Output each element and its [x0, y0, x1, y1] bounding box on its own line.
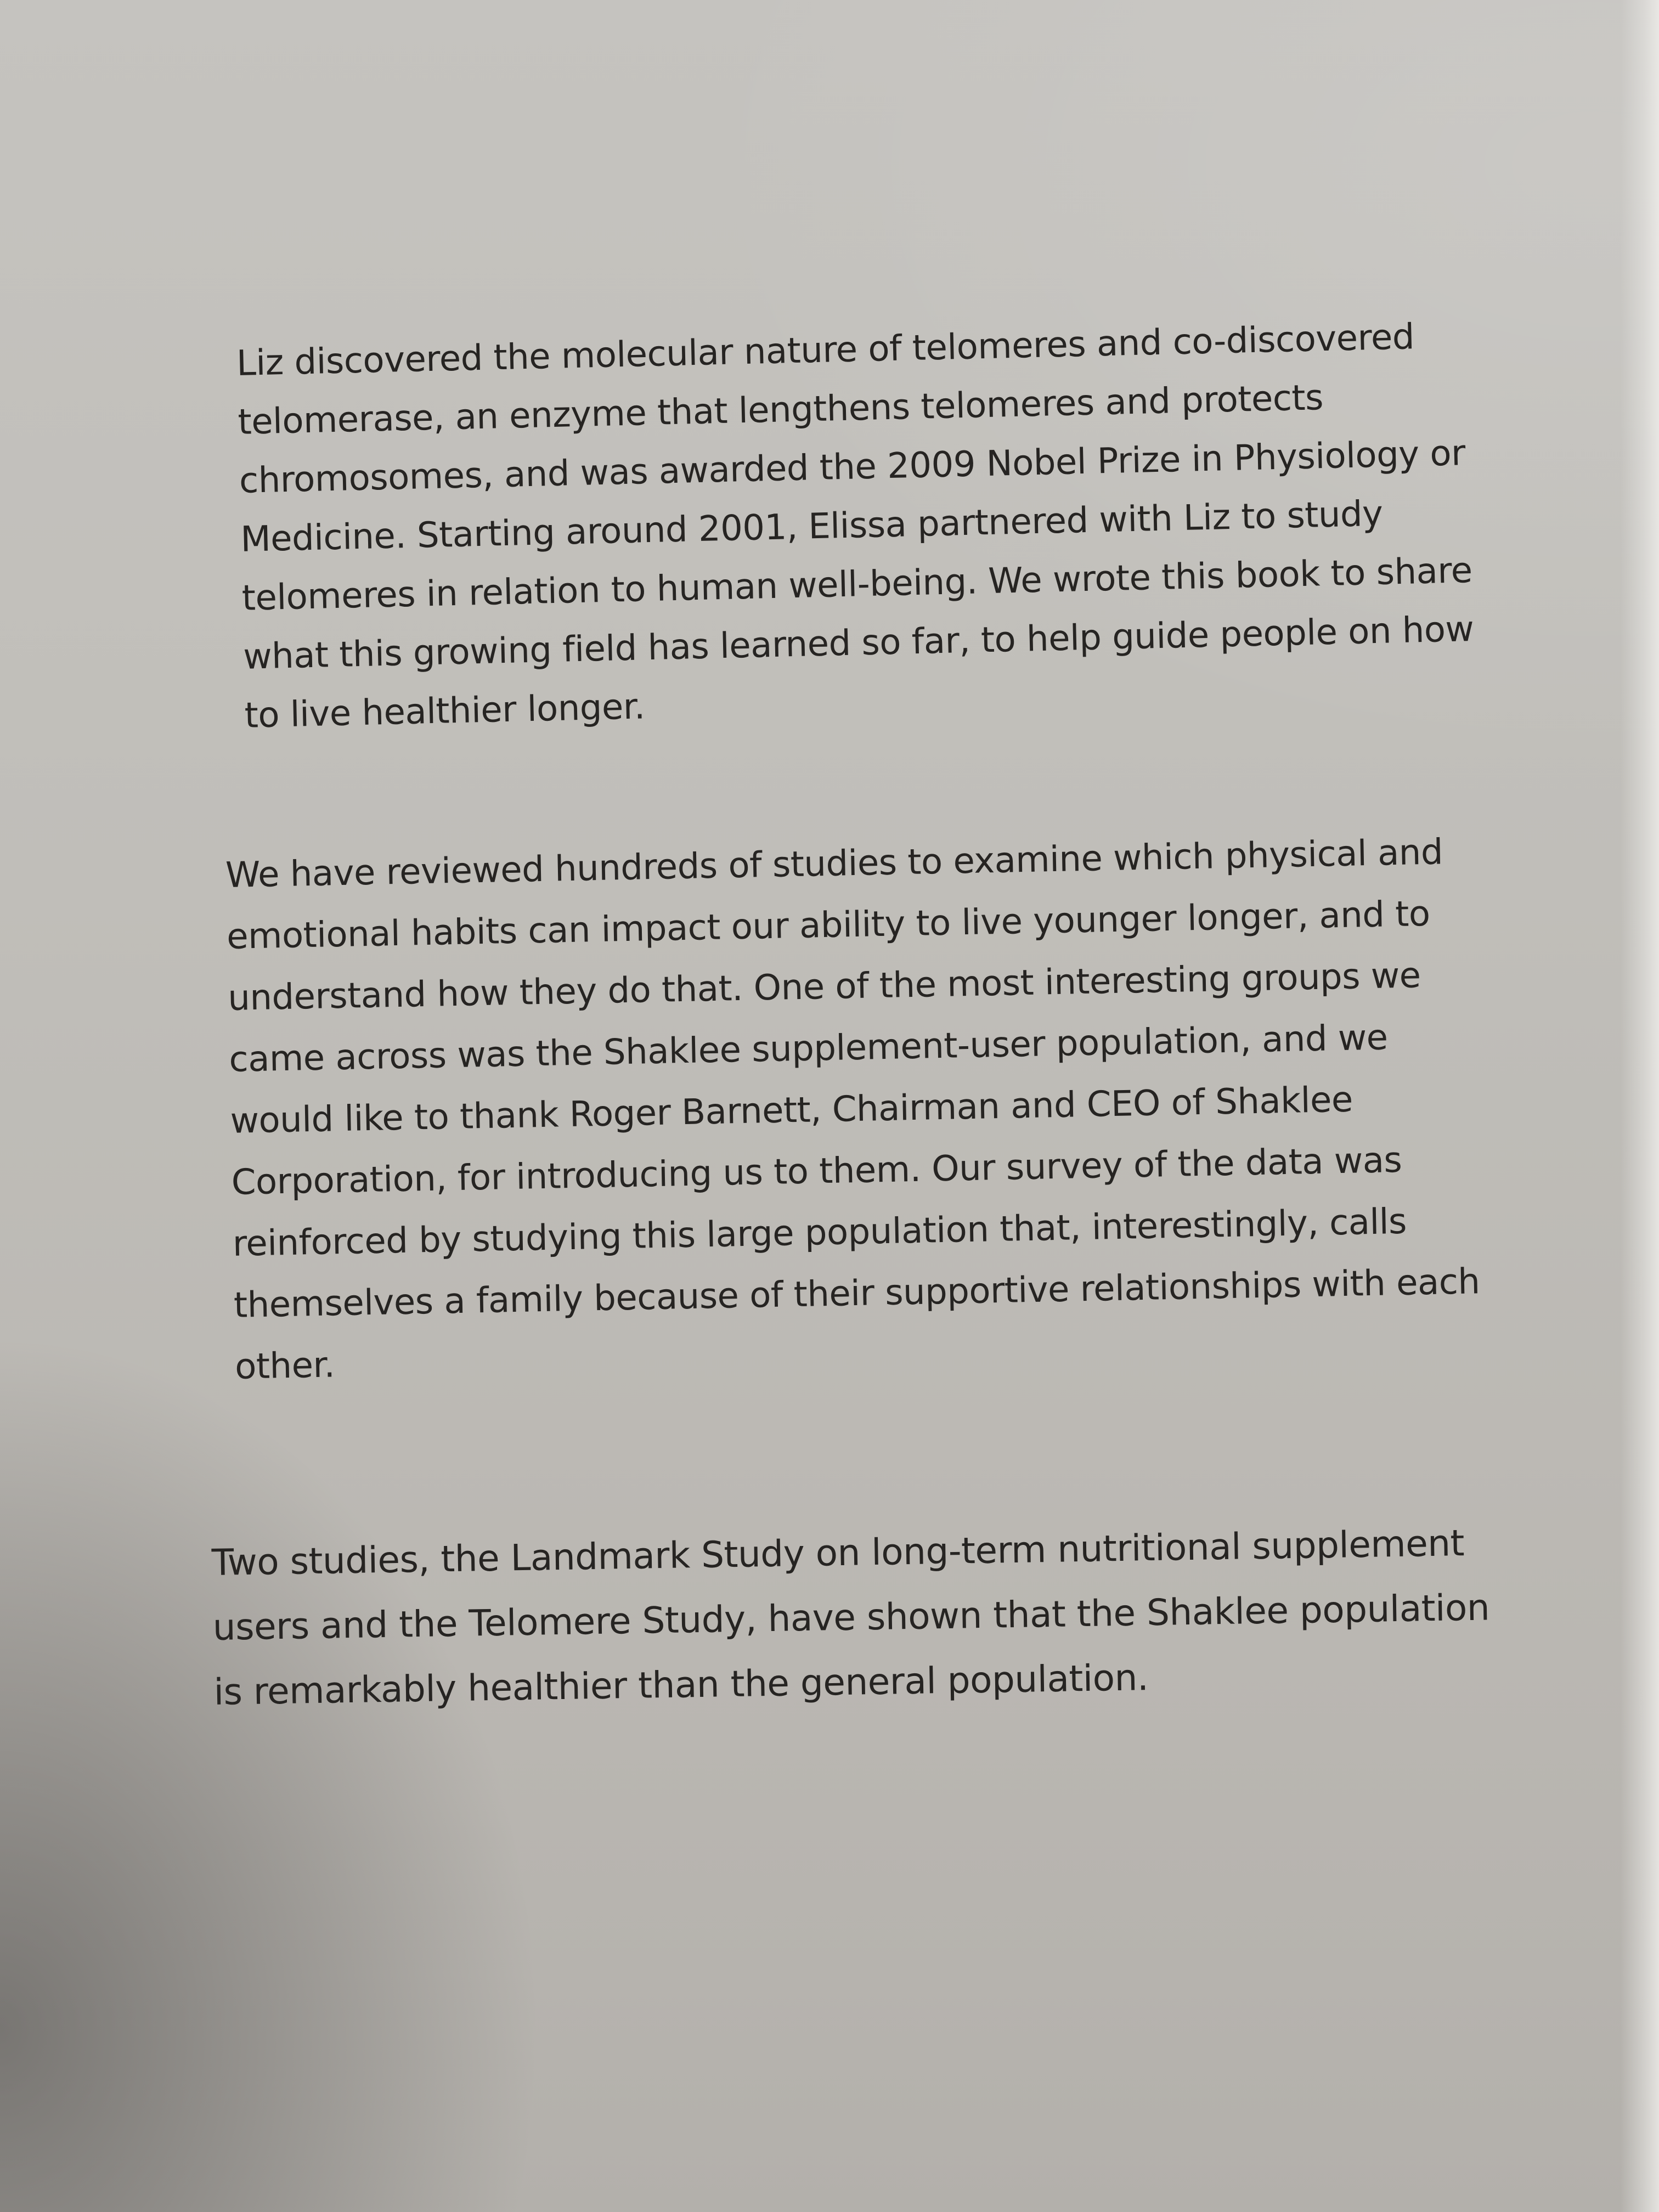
paragraph-line: We have reviewed hundreds of studies to examine which physical and: [225, 832, 1443, 896]
paragraph-line: telomerase, an enzyme that lengthens telomeres and protects: [237, 377, 1324, 443]
paragraph-line: understand how they do that. One of the most interesting groups we: [227, 955, 1421, 1019]
paragraph-line: users and the Telomere Study, have shown that the Shaklee population: [212, 1586, 1490, 1649]
paragraph-line: would like to thank Roger Barnett, Chairman and CEO of Shaklee: [229, 1079, 1353, 1142]
paragraph-line: Two studies, the Landmark Study on long-term nutritional supplement: [211, 1522, 1465, 1584]
paragraph-line: chromosomes, and was awarded the 2009 Nobel Prize in Physiology or: [239, 433, 1466, 501]
paragraph-line: Medicine. Starting around 2001, Elissa partnered with Liz to study: [240, 493, 1384, 560]
paragraph-line: other.: [234, 1345, 335, 1387]
paragraph-line: telomeres in relation to human well-being. We wrote this book to share: [241, 550, 1473, 619]
page-edge: [1621, 0, 1659, 2212]
paragraph-line: is remarkably healthier than the general population.: [213, 1656, 1149, 1713]
paragraph-line: reinforced by studying this large population that, interestingly, calls: [232, 1201, 1407, 1265]
paragraph-line: themselves a family because of their supportive relationships with each: [233, 1261, 1481, 1326]
paragraph-line: Liz discovered the molecular nature of telomeres and co-discovered: [236, 317, 1415, 384]
paragraph-1: [236, 307, 1476, 746]
paragraph-3: [211, 1510, 1491, 1725]
paragraph-2: [225, 821, 1482, 1397]
paragraph-line: emotional habits can impact our ability to live younger longer, and to: [226, 893, 1431, 957]
paragraph-line: came across was the Shaklee supplement-user population, and we: [228, 1017, 1389, 1080]
paragraph-line: Corporation, for introducing us to them. Our survey of the data was: [231, 1139, 1402, 1203]
paragraph-line: to live healthier longer.: [244, 686, 646, 736]
paragraph-line: what this growing field has learned so far, to help guide people on how: [242, 608, 1475, 678]
